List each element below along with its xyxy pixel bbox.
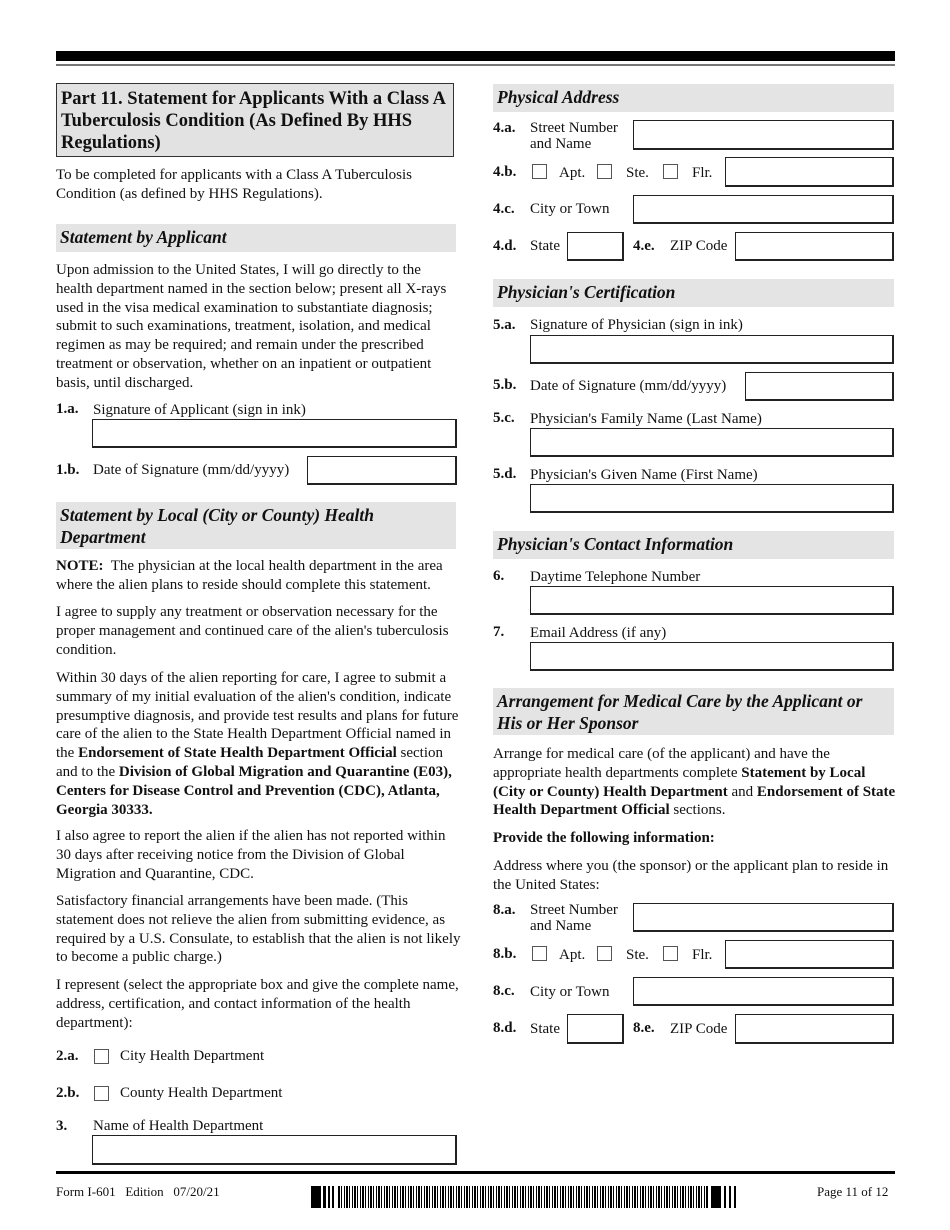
local-health-para-2 [56, 669, 462, 819]
arrangement-para-2: Address where you (the sponsor) or the applicant plan to reside in the United States: [493, 858, 889, 893]
apt-checkbox[interactable] [532, 164, 547, 179]
city-health-dept-checkbox[interactable] [94, 1049, 109, 1064]
bold-text-run: Endorsement of State Health Department Official [493, 783, 896, 819]
item-number: 4.a. [493, 120, 516, 136]
health-dept-name-label: Name of Health Department [93, 1118, 264, 1134]
item-number: 5.a. [493, 317, 516, 333]
form-edition: Form I-601 Edition 07/20/21 [56, 1184, 220, 1199]
item-number: 5.c. [493, 410, 515, 426]
item-number: 8.d. [493, 1020, 517, 1036]
text-run: Arrange for medical care (of the applicant) and have the appropriate health departments complete [493, 746, 830, 781]
top-rule-thin [56, 64, 895, 66]
section-heading-physician-contact: Physician's Contact Information [493, 531, 894, 559]
local-health-para-1: I agree to supply any treatment or observation necessary for the proper management and continued care of the alien's tuberculosis condition. [56, 604, 449, 658]
physician-last-name-field[interactable] [530, 428, 894, 457]
item-number: 8.b. [493, 946, 517, 962]
bold-text-run: Endorsement of State Health Department Official [78, 745, 397, 762]
ste-checkbox[interactable] [597, 164, 612, 179]
email-label: Email Address (if any) [530, 625, 667, 641]
item-number: 2.b. [56, 1085, 80, 1101]
physician-date-label: Date of Signature (mm/dd/yyyy) [530, 378, 727, 394]
note-label: NOTE: [56, 558, 104, 574]
physician-first-name-field[interactable] [530, 484, 894, 513]
health-dept-name-field[interactable] [92, 1135, 457, 1165]
city-label: City or Town [530, 984, 610, 1000]
applicant-date-label: Date of Signature (mm/dd/yyyy) [93, 462, 290, 478]
local-health-note [56, 557, 462, 595]
local-health-para-4: Satisfactory financial arrangements have been made. (This statement does not relieve the alien from submitting evidence, as required by a U.S. Consulate, to establish that the alien is not likely to become a public charge.) [56, 893, 461, 966]
physician-email-field[interactable] [530, 642, 894, 671]
bold-text-run: Division of Global Migration and Quarantine (E03), Centers for Disease Control and Prevention (CDC), Atlanta, Georgia 30333. [56, 763, 452, 818]
applicant-signature-label: Signature of Applicant (sign in ink) [93, 402, 306, 418]
item-number: 8.e. [633, 1020, 655, 1036]
flr-checkbox[interactable] [663, 946, 678, 961]
item-number: 4.d. [493, 238, 517, 254]
ste-label: Ste. [626, 165, 649, 181]
text-run: section and to the [56, 745, 444, 780]
flr-checkbox[interactable] [663, 164, 678, 179]
street-label-line2: and Name [530, 136, 592, 152]
zip-label: ZIP Code [670, 238, 728, 254]
item-number: 4.c. [493, 201, 515, 217]
section-heading-physical-address: Physical Address [493, 84, 894, 112]
sponsor-state-field[interactable] [567, 1014, 624, 1044]
apt-label: Apt. [559, 947, 586, 963]
ste-checkbox[interactable] [597, 946, 612, 961]
sponsor-unit-field[interactable] [725, 940, 894, 969]
item-number: 7. [493, 624, 505, 640]
city-label: City or Town [530, 201, 610, 217]
item-number: 2.a. [56, 1048, 79, 1064]
physical-street-field[interactable] [633, 120, 894, 150]
page-number: Page 11 of 12 [817, 1184, 889, 1199]
sponsor-zip-field[interactable] [735, 1014, 894, 1044]
physician-phone-field[interactable] [530, 586, 894, 615]
item-number: 8.c. [493, 983, 515, 999]
applicant-signature-field[interactable] [92, 419, 457, 448]
apt-checkbox[interactable] [532, 946, 547, 961]
applicant-statement-text: Upon admission to the United States, I will go directly to the health department named in the section below; present all X-rays used in the visa medical examination to substantiate diagnosis; submit to such examinations, treatment, isolation, and medical regimen as may be required; and remain under the prescribed treatment or observation, whether on an inpatient or outpatient basis, until discharged. [56, 262, 447, 391]
sponsor-city-field[interactable] [633, 977, 894, 1006]
state-label: State [530, 1021, 560, 1037]
item-number: 4.e. [633, 238, 655, 254]
physical-unit-field[interactable] [725, 157, 894, 187]
text-run: sections. [669, 802, 726, 819]
zip-label: ZIP Code [670, 1021, 728, 1037]
part-intro: To be completed for applicants with a Class A Tuberculosis Condition (as defined by HHS Regulations). [56, 167, 412, 202]
street-label-line1: Street Number [530, 902, 618, 918]
item-number: 5.b. [493, 377, 517, 393]
state-label: State [530, 238, 560, 254]
pdf417-barcode-icon [311, 1186, 744, 1208]
local-health-para-3: I also agree to report the alien if the alien has not reported within 30 days after receiving notice from the Division of Global Migration and Quarantine, CDC. [56, 828, 446, 882]
physician-date-field[interactable] [745, 372, 894, 401]
item-number: 8.a. [493, 902, 516, 918]
provide-info-heading: Provide the following information: [493, 830, 715, 846]
flr-label: Flr. [692, 947, 713, 963]
item-number: 4.b. [493, 164, 517, 180]
section-heading-local-health-dept: Statement by Local (City or County) Health Department [56, 502, 456, 549]
physician-signature-field[interactable] [530, 335, 894, 364]
phone-label: Daytime Telephone Number [530, 569, 701, 585]
sponsor-street-field[interactable] [633, 903, 894, 932]
city-health-dept-label: City Health Department [120, 1048, 265, 1064]
apt-label: Apt. [559, 165, 586, 181]
item-number: 3. [56, 1118, 68, 1134]
item-number: 6. [493, 568, 505, 584]
text-run: Within 30 days of the alien reporting for care, I agree to submit a summary of my initial evaluation of the alien's condition, indicate presumptive diagnosis, and provide test results and plans for future care of the alien to the State Health Department Official named in the [56, 670, 459, 762]
note-text: The physician at the local health department in the area where the alien plans to reside should complete this statement. [56, 558, 447, 593]
street-label-line2: and Name [530, 918, 592, 934]
bottom-rule [56, 1171, 895, 1174]
part-title: Part 11. Statement for Applicants With a Class A Tuberculosis Condition (As Defined By HHS Regulations) [56, 83, 454, 157]
county-health-dept-checkbox[interactable] [94, 1086, 109, 1101]
physical-state-field[interactable] [567, 232, 624, 261]
top-rule-thick [56, 51, 895, 61]
physician-signature-label: Signature of Physician (sign in ink) [530, 317, 743, 333]
text-run: and [727, 783, 757, 800]
section-heading-physician-certification: Physician's Certification [493, 279, 894, 307]
item-number: 1.a. [56, 401, 79, 417]
flr-label: Flr. [692, 165, 713, 181]
item-number: 5.d. [493, 466, 517, 482]
arrangement-para-1 [493, 745, 897, 820]
bold-text-run: Statement by Local (City or County) Health Department [493, 764, 866, 800]
physician-first-name-label: Physician's Given Name (First Name) [530, 467, 758, 483]
section-heading-statement-by-applicant: Statement by Applicant [56, 224, 456, 252]
applicant-date-field[interactable] [307, 456, 457, 485]
ste-label: Ste. [626, 947, 649, 963]
street-label-line1: Street Number [530, 120, 618, 136]
physician-last-name-label: Physician's Family Name (Last Name) [530, 411, 762, 427]
item-number: 1.b. [56, 462, 80, 478]
local-health-para-5: I represent (select the appropriate box and give the complete name, address, certification, and contact information of the health department): [56, 977, 459, 1031]
section-heading-arrangement: Arrangement for Medical Care by the Applicant or His or Her Sponsor [493, 688, 894, 735]
physical-city-field[interactable] [633, 195, 894, 224]
physical-zip-field[interactable] [735, 232, 894, 261]
county-health-dept-label: County Health Department [120, 1085, 283, 1101]
